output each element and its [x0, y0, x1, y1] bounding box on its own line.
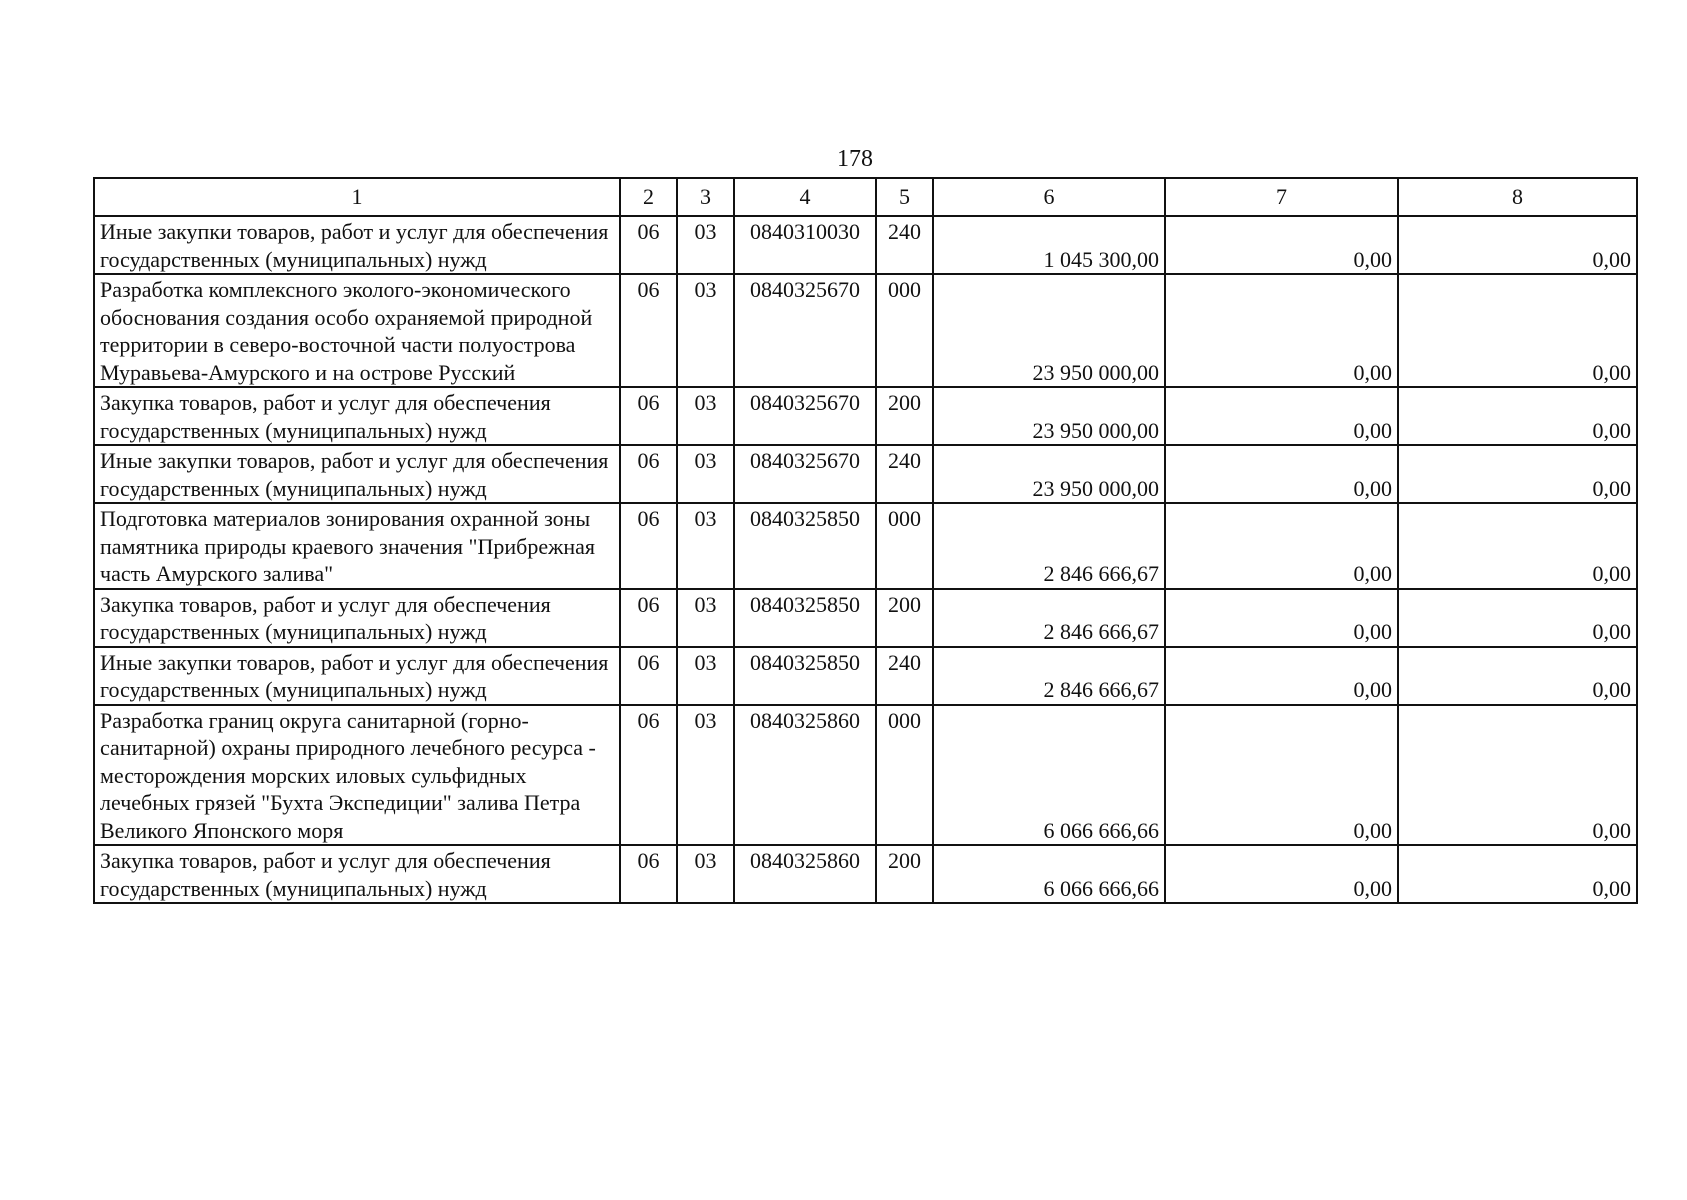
row-target-article-code: 0840325670	[734, 445, 876, 503]
row-name: Разработка границ округа санитарной (горно-санитарной) охраны природного лечебного ресурса - месторождения морских иловых сульфидных лечебных грязей "Бухта Экспедиции" залива Петра Великого Японского моря	[94, 705, 620, 846]
row-amount-col8: 0,00	[1398, 589, 1637, 647]
row-subsection-code: 03	[677, 589, 734, 647]
table-row	[94, 445, 1637, 503]
header-col-4: 4	[734, 178, 876, 216]
row-amount-col8: 0,00	[1398, 274, 1637, 387]
row-amount-col8: 0,00	[1398, 387, 1637, 445]
header-col-3: 3	[677, 178, 734, 216]
row-amount-col7: 0,00	[1165, 216, 1398, 274]
row-amount-col8: 0,00	[1398, 503, 1637, 589]
row-subsection-code: 03	[677, 216, 734, 274]
row-amount-col8: 0,00	[1398, 216, 1637, 274]
row-amount-col6: 6 066 666,66	[933, 705, 1165, 846]
row-amount-col6: 1 045 300,00	[933, 216, 1165, 274]
row-section-code: 06	[620, 274, 677, 387]
row-expense-type-code: 240	[876, 647, 933, 705]
row-subsection-code: 03	[677, 647, 734, 705]
row-amount-col6: 6 066 666,66	[933, 845, 1165, 903]
row-amount-col6: 23 950 000,00	[933, 274, 1165, 387]
row-subsection-code: 03	[677, 387, 734, 445]
row-expense-type-code: 200	[876, 845, 933, 903]
row-name: Иные закупки товаров, работ и услуг для обеспечения государственных (муниципальных) нужд	[94, 216, 620, 274]
row-name: Иные закупки товаров, работ и услуг для обеспечения государственных (муниципальных) нужд	[94, 445, 620, 503]
row-expense-type-code: 000	[876, 705, 933, 846]
row-name: Иные закупки товаров, работ и услуг для обеспечения государственных (муниципальных) нужд	[94, 647, 620, 705]
row-subsection-code: 03	[677, 503, 734, 589]
row-amount-col6: 23 950 000,00	[933, 445, 1165, 503]
header-col-1: 1	[94, 178, 620, 216]
row-target-article-code: 0840325670	[734, 387, 876, 445]
row-amount-col6: 2 846 666,67	[933, 589, 1165, 647]
row-amount-col6: 2 846 666,67	[933, 647, 1165, 705]
table-row	[94, 589, 1637, 647]
row-target-article-code: 0840325860	[734, 845, 876, 903]
row-expense-type-code: 000	[876, 503, 933, 589]
row-name: Разработка комплексного эколого-экономического обоснования создания особо охраняемой природной территории в северо-восточной части полуострова Муравьева-Амурского и на острове Русский	[94, 274, 620, 387]
row-section-code: 06	[620, 445, 677, 503]
row-expense-type-code: 200	[876, 387, 933, 445]
header-col-5: 5	[876, 178, 933, 216]
row-name: Закупка товаров, работ и услуг для обеспечения государственных (муниципальных) нужд	[94, 589, 620, 647]
row-target-article-code: 0840325850	[734, 503, 876, 589]
row-amount-col6: 23 950 000,00	[933, 387, 1165, 445]
row-section-code: 06	[620, 705, 677, 846]
row-section-code: 06	[620, 387, 677, 445]
table-row	[94, 647, 1637, 705]
row-section-code: 06	[620, 845, 677, 903]
row-subsection-code: 03	[677, 445, 734, 503]
header-col-6: 6	[933, 178, 1165, 216]
table-row	[94, 274, 1637, 387]
row-target-article-code: 0840325860	[734, 705, 876, 846]
row-amount-col7: 0,00	[1165, 705, 1398, 846]
row-amount-col7: 0,00	[1165, 274, 1398, 387]
row-target-article-code: 0840325850	[734, 647, 876, 705]
row-amount-col7: 0,00	[1165, 589, 1398, 647]
row-target-article-code: 0840310030	[734, 216, 876, 274]
row-name: Закупка товаров, работ и услуг для обеспечения государственных (муниципальных) нужд	[94, 387, 620, 445]
header-col-7: 7	[1165, 178, 1398, 216]
header-row	[94, 178, 1637, 216]
budget-table	[93, 177, 1638, 904]
row-amount-col6: 2 846 666,67	[933, 503, 1165, 589]
row-section-code: 06	[620, 647, 677, 705]
row-amount-col8: 0,00	[1398, 647, 1637, 705]
row-amount-col7: 0,00	[1165, 503, 1398, 589]
table-row	[94, 503, 1637, 589]
page-number: 178	[837, 146, 873, 172]
row-expense-type-code: 240	[876, 445, 933, 503]
row-amount-col7: 0,00	[1165, 387, 1398, 445]
row-section-code: 06	[620, 503, 677, 589]
row-amount-col7: 0,00	[1165, 845, 1398, 903]
row-expense-type-code: 000	[876, 274, 933, 387]
row-amount-col8: 0,00	[1398, 845, 1637, 903]
row-name: Подготовка материалов зонирования охранной зоны памятника природы краевого значения "Прибрежная часть Амурского залива"	[94, 503, 620, 589]
row-section-code: 06	[620, 589, 677, 647]
table-row	[94, 387, 1637, 445]
table-row	[94, 705, 1637, 846]
row-name: Закупка товаров, работ и услуг для обеспечения государственных (муниципальных) нужд	[94, 845, 620, 903]
row-amount-col7: 0,00	[1165, 647, 1398, 705]
row-target-article-code: 0840325670	[734, 274, 876, 387]
row-subsection-code: 03	[677, 845, 734, 903]
row-section-code: 06	[620, 216, 677, 274]
row-expense-type-code: 200	[876, 589, 933, 647]
header-col-2: 2	[620, 178, 677, 216]
row-amount-col7: 0,00	[1165, 445, 1398, 503]
row-target-article-code: 0840325850	[734, 589, 876, 647]
row-amount-col8: 0,00	[1398, 705, 1637, 846]
row-amount-col8: 0,00	[1398, 445, 1637, 503]
table-row	[94, 216, 1637, 274]
row-subsection-code: 03	[677, 705, 734, 846]
table-row	[94, 845, 1637, 903]
row-subsection-code: 03	[677, 274, 734, 387]
row-expense-type-code: 240	[876, 216, 933, 274]
header-col-8: 8	[1398, 178, 1637, 216]
